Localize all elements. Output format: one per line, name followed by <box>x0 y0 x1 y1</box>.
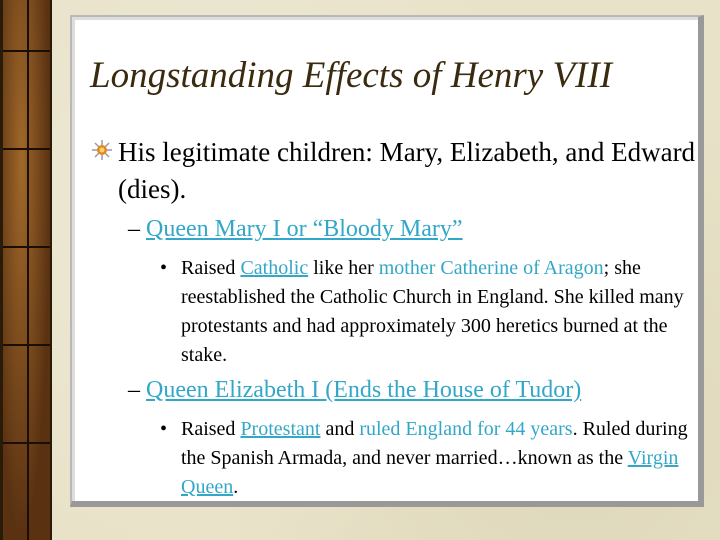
queen-mary-link[interactable]: Queen Mary I or “Bloody Mary” <box>146 216 463 242</box>
mary-details: • Raised Catholic like her mother Catherine of Aragon; she reestablished the Catholic Church in England. She killed many protestants and had approximately 300 heretics burned at the stake. <box>160 257 684 366</box>
protestant-link[interactable]: Protestant <box>240 418 321 440</box>
subheading-elizabeth: – Queen Elizabeth I (Ends the House of Tudor) <box>128 377 582 403</box>
subheading-mary: – Queen Mary I or “Bloody Mary” <box>128 216 463 242</box>
ruled-44-years-link[interactable]: ruled England for 44 years <box>359 418 573 440</box>
catherine-link[interactable]: mother Catherine of Aragon <box>378 257 604 279</box>
star-bullet-icon <box>92 140 112 160</box>
catholic-link[interactable]: Catholic <box>240 257 309 279</box>
queen-elizabeth-link[interactable]: Queen Elizabeth I (Ends the House of Tudor) <box>146 377 582 403</box>
elizabeth-details: • Raised Protestant and ruled England for 44 years. Ruled during the Spanish Armada, and never married…known as the Virgin Queen. <box>160 418 688 498</box>
decorative-border-strip <box>0 0 52 540</box>
bullet-children: His legitimate children: Mary, Elizabeth, and Edward (dies). <box>118 137 696 204</box>
virgin-queen-link[interactable]: Virgin Queen <box>181 447 679 498</box>
slide-title: Longstanding Effects of Henry VIII <box>90 55 613 96</box>
